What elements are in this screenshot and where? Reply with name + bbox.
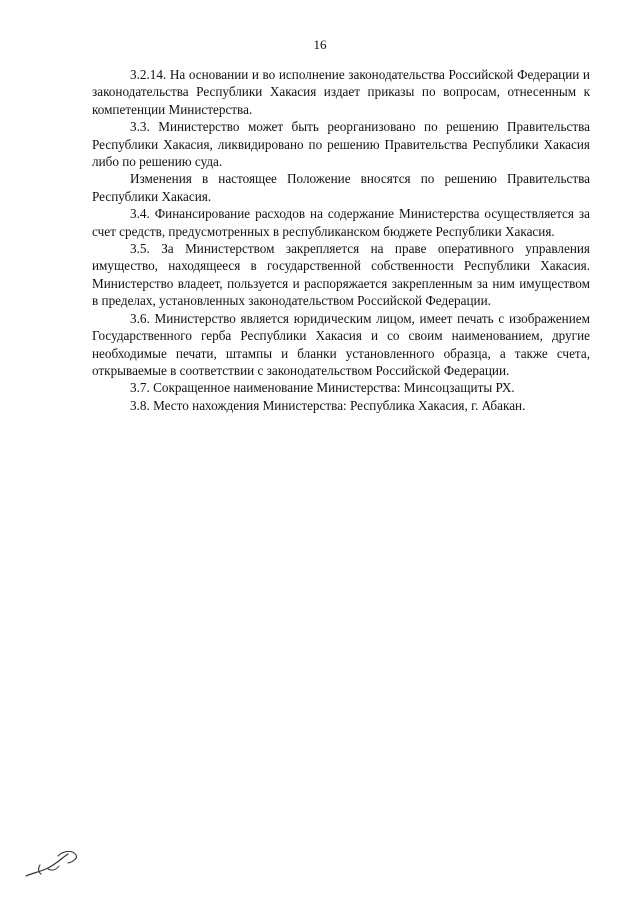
paragraph-3-6: 3.6. Министерство является юридическим лицом, имеет печать с изображением Государственного герба Республики Хакасия и со своим наименованием, другие необходимые печати, штампы и бланки установленного образца, а также счета, открываемые в соответствии с законодательством Российской Федерации.	[92, 310, 590, 378]
paragraph-amendments: Изменения в настоящее Положение вносятся по решению Правительства Республики Хакасия.	[92, 171, 590, 204]
paragraph-3-3: 3.3. Министерство может быть реорганизовано по решению Правительства Республики Хакасия, ликвидировано по решению Правительства Республики Хакасия либо по решению суда.	[92, 119, 590, 170]
paragraph-3-8: 3.8. Место нахождения Министерства: Республика Хакасия, г. Абакан.	[130, 397, 526, 413]
page-number: 16	[313, 37, 327, 52]
paragraph-3-7: 3.7. Сокращенное наименование Министерства: Минсоцзащиты РХ.	[130, 380, 515, 396]
document-body	[92, 66, 590, 414]
paragraph-3-4: 3.4. Финансирование расходов на содержание Министерства осуществляется за счет средств, предусмотренных в республиканском бюджете Республики Хакасия.	[92, 206, 590, 239]
paragraph-3-2-14: 3.2.14. На основании и во исполнение законодательства Российской Федерации и законодательства Республики Хакасия издает приказы по вопросам, отнесенным к компетенции Министерства.	[92, 67, 590, 117]
handwritten-signature-icon	[18, 838, 88, 886]
paragraph-3-5: 3.5. За Министерством закрепляется на праве оперативного управления имущество, находящееся в государственной собственности Республики Хакасия. Министерство владеет, пользуется и распоряжается закрепленным за ним имуществом в пределах, установленных законодательством Российской Федерации.	[92, 241, 590, 309]
